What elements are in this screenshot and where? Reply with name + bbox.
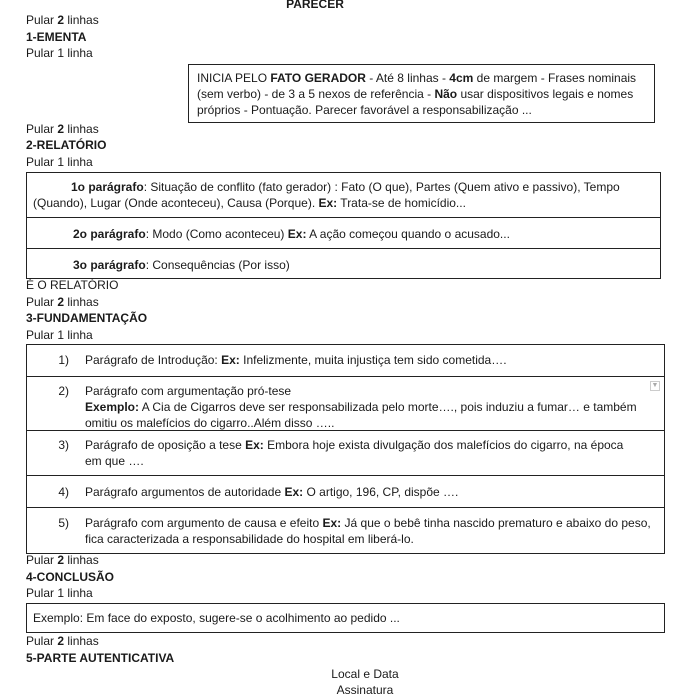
local-data: Local e Data [331,667,399,681]
heading-conclusao: 4-CONCLUSÃO [26,570,115,584]
assinatura: Assinatura [336,683,394,697]
relatorio-box [26,172,661,279]
heading-parte-autenticativa: 5-PARTE AUTENTICATIVA [26,651,175,665]
relatorio-row-2: 2o parágrafo: Modo (Como aconteceu) Ex: A ação começou quando o acusado... [27,217,660,248]
pular-s2-before: Pular 2 linhas [26,122,99,136]
relatorio-row-3: 3o parágrafo: Consequências (Por isso) [27,248,660,279]
fundamentacao-box [26,344,665,554]
heading-fundamentacao: 3-FUNDAMENTAÇÃO [26,311,148,325]
heading-relatorio: 2-RELATÓRIO [26,138,107,152]
fund-row-1: 1) Parágrafo de Introdução: Ex: Infelizmente, muita injustiça tem sido cometida…. [58,353,507,367]
conclusao-text: Exemplo: Em face do exposto, sugere-se o acolhimento ao pedido ... [33,611,400,625]
pular-s1-after: Pular 1 linha [26,46,93,60]
ementa-box [188,64,655,123]
e-o-relatorio: É O RELATÓRIO [26,278,119,292]
pular-s2-after: Pular 1 linha [26,155,93,169]
conclusao-box [26,603,665,633]
page-title: PARECER [286,0,344,11]
pular-s5-before: Pular 2 linhas [26,634,99,648]
pular-s3-before: Pular 2 linhas [26,295,99,309]
dropdown-arrow-icon[interactable]: ▼ [651,382,659,389]
pular-s1-before: Pular 2 linhas [26,13,99,27]
fund-row-3: 3) Parágrafo de oposição a tese Ex: Embora hoje exista divulgação dos malefícios do cigarro, na época em que …. [27,430,664,475]
pular-s3-after: Pular 1 linha [26,328,93,342]
pular-s4-after: Pular 1 linha [26,586,93,600]
fund-row-2: 2) Parágrafo com argumentação pró-tese Exemplo: A Cia de Cigarros deve ser responsabilizada pelo morte…., pois induziu a fumar… e também omitiu os malefícios do cigarro..Além disso ….. ▼ [27,376,664,430]
pular-s4-before: Pular 2 linhas [26,553,99,567]
relatorio-row-1: 1o parágrafo: Situação de conflito (fato gerador) : Fato (O que), Partes (Quem ativo e passivo), Tempo (Quando), Lugar (Onde aconteceu), Causa (Porque). Ex: Trata-se de homicídio... [33,180,620,210]
fund-row-4: 4) Parágrafo argumentos de autoridade Ex: O artigo, 196, CP, dispõe …. [27,475,664,507]
ementa-text: INICIA PELO FATO GERADOR - Até 8 linhas - 4cm de margem - Frases nominais (sem verbo) - de 3 a 5 nexos de referência - Não usar dispositivos legais e nomes próprios - Pontuação. Parecer favorável a responsabilização ... [197,71,637,117]
fund-row-5: 5) Parágrafo com argumento de causa e efeito Ex: Já que o bebê tinha nascido prematuro e abaixo do peso, fica caracterizada a responsabilidade do hospital em liberá-lo. [27,507,664,554]
heading-ementa: 1-EMENTA [26,30,87,44]
